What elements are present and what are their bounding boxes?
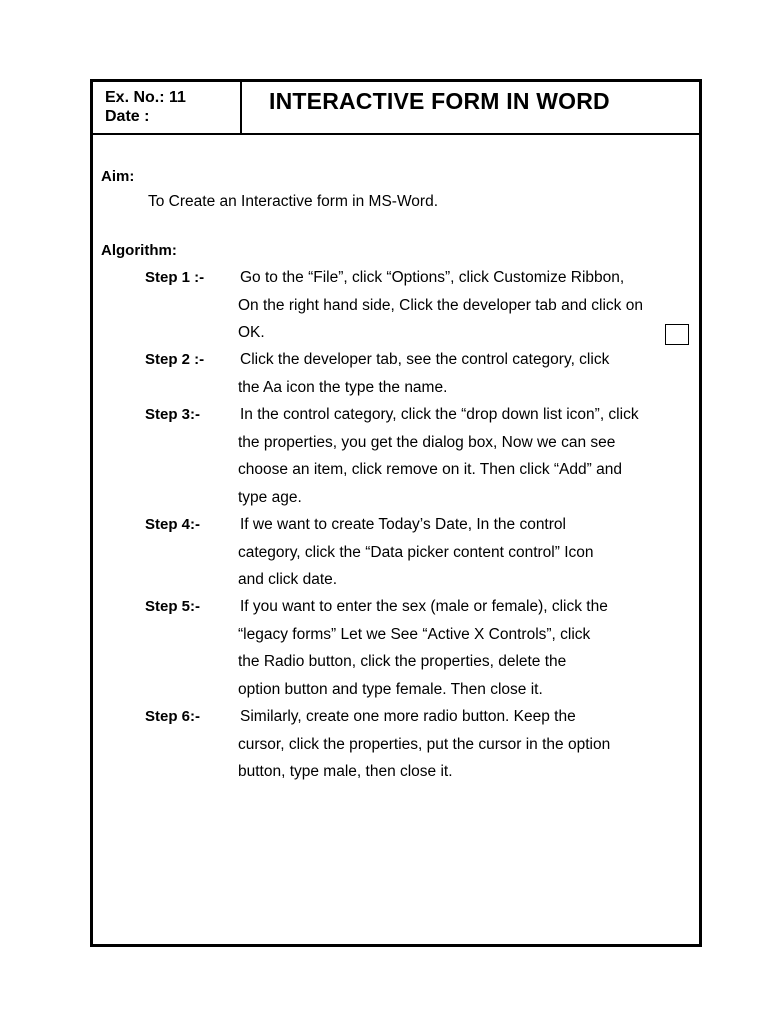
step-line: cursor, click the properties, put the cursor in the option [238, 735, 611, 753]
step-line: Similarly, create one more radio button. Keep the [240, 708, 576, 725]
step-4-label: Step 4:- [145, 516, 201, 533]
step-4-text [238, 515, 688, 598]
step-3-label: Step 3:- [145, 406, 201, 423]
step-line: If we want to create Today’s Date, In the control [240, 516, 566, 533]
exercise-date: Date : [105, 108, 150, 125]
document-frame [90, 79, 702, 947]
step-line: the Aa icon the type the name. [238, 378, 448, 396]
step-5-label: Step 5:- [145, 598, 201, 615]
step-line: the properties, you get the dialog box, Now we can see [238, 433, 616, 451]
checkbox[interactable] [665, 324, 689, 345]
step-line: In the control category, click the “drop down list icon”, click [240, 406, 639, 423]
step-line: button, type male, then close it. [238, 763, 453, 780]
step-3-text [238, 405, 688, 515]
aim-label: Aim: [101, 168, 135, 185]
exercise-number: Ex. No.: 11 [105, 89, 186, 106]
step-line: and click date. [238, 571, 338, 588]
step-2-text [238, 350, 688, 405]
page-title: INTERACTIVE FORM IN WORD [269, 88, 610, 114]
step-line: Click the developer tab, see the control category, click [240, 351, 610, 368]
step-line: category, click the “Data picker content control” Icon [238, 543, 594, 561]
step-2-label: Step 2 :- [145, 351, 205, 368]
algorithm-label: Algorithm: [101, 242, 177, 259]
step-line: OK. [238, 324, 265, 341]
step-line: Go to the “File”, click “Options”, click Customize Ribbon, [240, 269, 625, 286]
step-6-text [238, 707, 688, 790]
step-line: “legacy forms” Let we See “Active X Controls”, click [238, 625, 591, 643]
step-line: type age. [238, 488, 302, 506]
step-5-text [238, 597, 688, 707]
step-line: choose an item, click remove on it. Then click “Add” and [238, 461, 622, 478]
step-1-text [238, 268, 688, 351]
header-table [93, 82, 699, 135]
step-line: the Radio button, click the properties, delete the [238, 653, 567, 670]
aim-text: To Create an Interactive form in MS-Word. [148, 193, 439, 210]
step-1-label: Step 1 :- [145, 269, 205, 286]
exercise-info-cell [93, 82, 242, 133]
step-6-label: Step 6:- [145, 708, 201, 725]
step-line: If you want to enter the sex (male or female), click the [240, 598, 608, 615]
step-line: On the right hand side, Click the developer tab and click on [238, 296, 643, 314]
step-line: option button and type female. Then close it. [238, 680, 543, 698]
